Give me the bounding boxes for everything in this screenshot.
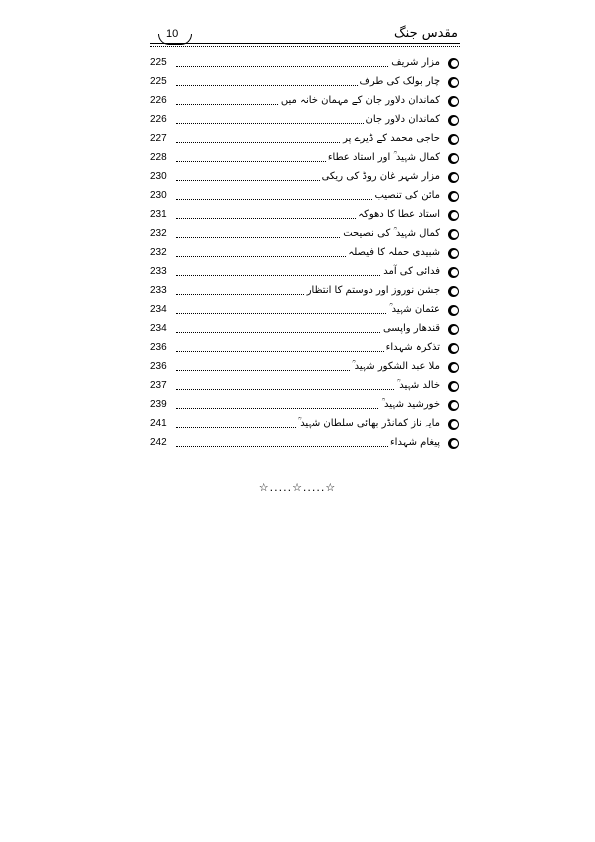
toc-entry-title: خالد شہید ؒ xyxy=(396,380,440,391)
end-ornament: ☆.....☆.....☆ xyxy=(258,481,337,494)
bullet-icon xyxy=(448,419,460,431)
toc-entry xyxy=(150,150,460,169)
bullet-icon xyxy=(448,286,460,298)
bullet-icon xyxy=(448,58,460,70)
toc-entry xyxy=(150,169,460,188)
bullet-icon xyxy=(448,77,460,89)
header-dotted-rule xyxy=(150,46,460,47)
toc-entry-title: مزار شہر غان روڈ کی ریکی xyxy=(321,171,440,182)
toc-entry-page: 230 xyxy=(150,190,167,201)
toc-entry-title: فدائی کی آمد xyxy=(383,266,440,277)
header-rule xyxy=(150,43,460,44)
toc-entry xyxy=(150,378,460,397)
toc-entry-page: 237 xyxy=(150,380,167,391)
toc-entry-page: 226 xyxy=(150,95,167,106)
toc-entry-title: خورشید شہید ؒ xyxy=(381,399,440,410)
toc-entry-title: مایہ ناز کمانڈر بھائی سلطان شہید ؒ xyxy=(297,418,440,429)
bullet-icon xyxy=(448,134,460,146)
toc-entry-title: کمال شہید ؒ کی نصیحت xyxy=(343,228,440,239)
toc-entry-page: 232 xyxy=(150,228,167,239)
bullet-icon xyxy=(448,191,460,203)
toc-entry xyxy=(150,359,460,378)
toc-entry-page: 228 xyxy=(150,152,167,163)
toc-entry-page: 236 xyxy=(150,361,167,372)
toc-entry-page: 226 xyxy=(150,114,167,125)
toc-entry-title: کمال شہید ؒ اور استاد عطاء xyxy=(327,152,440,163)
toc-entry-page: 231 xyxy=(150,209,167,220)
toc-entry xyxy=(150,226,460,245)
toc-entry-title: مزار شریف xyxy=(391,57,440,68)
bullet-icon xyxy=(448,343,460,355)
toc-entry-title: پیغام شہداء xyxy=(389,437,440,448)
toc-entry-title: کماندان دلاور جان xyxy=(365,114,440,125)
toc-entry xyxy=(150,207,460,226)
table-of-contents xyxy=(150,55,460,454)
toc-entry-page: 233 xyxy=(150,266,167,277)
toc-entry-page: 227 xyxy=(150,133,167,144)
toc-entry-title: شبیدی حملہ کا فیصلہ xyxy=(348,247,440,258)
bullet-icon xyxy=(448,172,460,184)
running-title: مقدس جنگ xyxy=(394,26,458,41)
bullet-icon xyxy=(448,400,460,412)
toc-entry-page: 234 xyxy=(150,323,167,334)
toc-entry-title: مائن کی تنصیب xyxy=(374,190,440,201)
toc-entry-title: تذکرہ شہداء xyxy=(385,342,440,353)
bullet-icon xyxy=(448,115,460,127)
toc-entry xyxy=(150,188,460,207)
toc-entry-title: عثمان شہید ؒ xyxy=(389,304,440,315)
toc-entry-page: 233 xyxy=(150,285,167,296)
toc-entry-title: کماندان دلاور جان کے مہمان خانہ میں xyxy=(280,95,440,106)
toc-entry-title: استاد عطا کا دھوکہ xyxy=(358,209,440,220)
page-number: 10 xyxy=(166,28,179,40)
bullet-icon xyxy=(448,362,460,374)
toc-entry-page: 232 xyxy=(150,247,167,258)
toc-entry-page: 242 xyxy=(150,437,167,448)
bullet-icon xyxy=(448,324,460,336)
toc-entry-page: 239 xyxy=(150,399,167,410)
toc-entry xyxy=(150,55,460,74)
toc-entry-title: جشن نوروز اور دوستم کا انتظار xyxy=(306,285,440,296)
bullet-icon xyxy=(448,210,460,222)
toc-entry-page: 241 xyxy=(150,418,167,429)
toc-entry xyxy=(150,264,460,283)
toc-entry xyxy=(150,302,460,321)
toc-entry xyxy=(150,340,460,359)
toc-entry xyxy=(150,283,460,302)
toc-entry-page: 234 xyxy=(150,304,167,315)
toc-entry xyxy=(150,74,460,93)
toc-entry xyxy=(150,112,460,131)
bullet-icon xyxy=(448,305,460,317)
toc-entry xyxy=(150,245,460,264)
toc-entry xyxy=(150,93,460,112)
bullet-icon xyxy=(448,96,460,108)
toc-entry-title: ملا عبد الشکور شہید ؒ xyxy=(352,361,440,372)
page-header xyxy=(150,26,460,48)
bullet-icon xyxy=(448,438,460,450)
toc-entry-page: 236 xyxy=(150,342,167,353)
toc-entry xyxy=(150,321,460,340)
toc-entry-title: قندھار واپسی xyxy=(382,323,440,334)
toc-entry-page: 230 xyxy=(150,171,167,182)
bullet-icon xyxy=(448,153,460,165)
bullet-icon xyxy=(448,248,460,260)
toc-entry xyxy=(150,416,460,435)
toc-entry-page: 225 xyxy=(150,76,167,87)
toc-entry-title: حاجی محمد کے ڈیرے پر xyxy=(343,133,440,144)
bullet-icon xyxy=(448,229,460,241)
bullet-icon xyxy=(448,381,460,393)
toc-entry xyxy=(150,131,460,150)
toc-entry xyxy=(150,397,460,416)
bullet-icon xyxy=(448,267,460,279)
toc-entry xyxy=(150,435,460,454)
toc-entry-page: 225 xyxy=(150,57,167,68)
toc-entry-title: چار بولک کی طرف xyxy=(359,76,440,87)
